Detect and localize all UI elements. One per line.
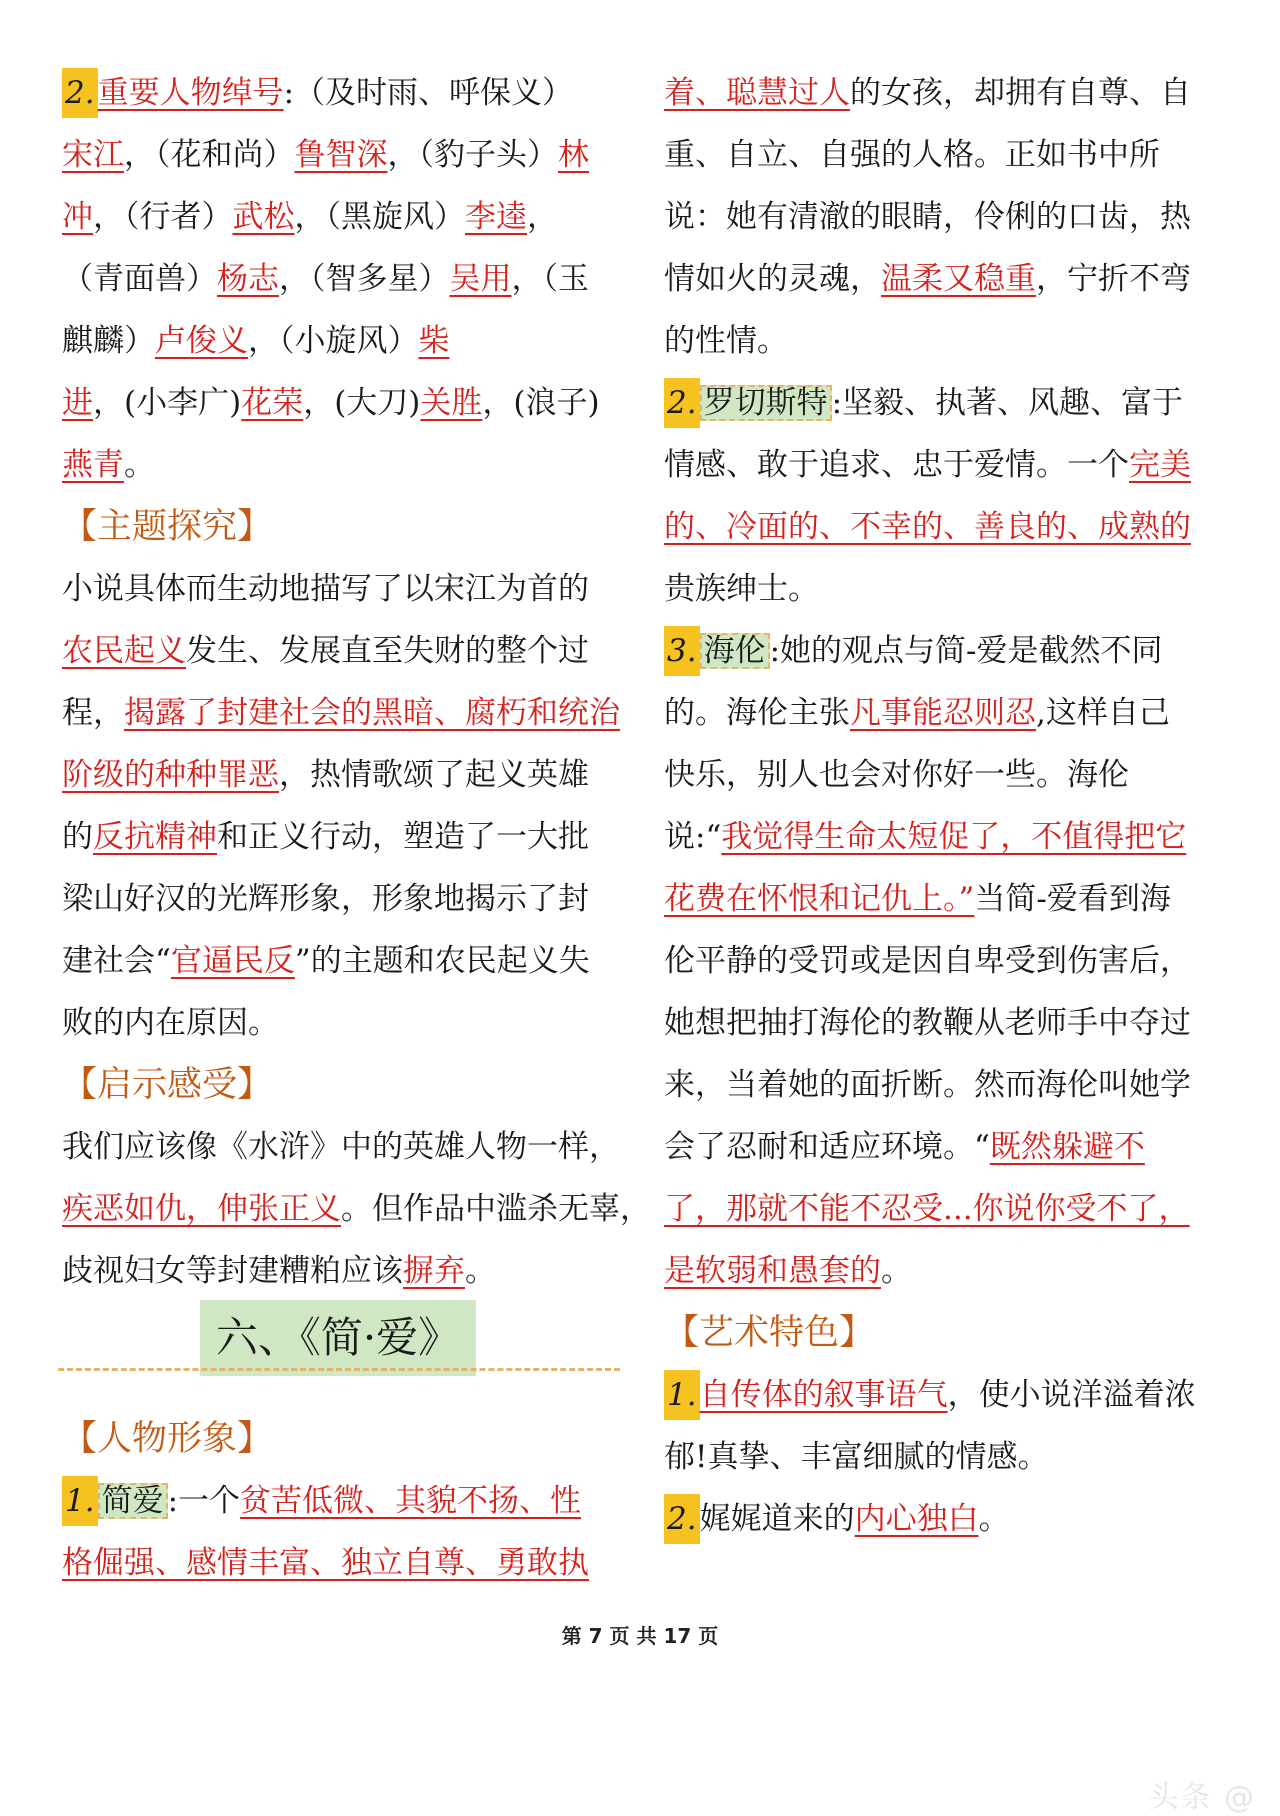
character-line-1: 1. 简爱 :一个贫苦低微、其貌不扬、性 [62, 1470, 581, 1532]
right-line-2: 重、自立、自强的人格。正如书中所 [664, 137, 1160, 173]
art-line-3: 2.娓娓道来的内心独白。 [664, 1488, 1010, 1550]
theme-line-4: 阶级的种种罪恶，热情歌颂了起义英雄 [62, 757, 589, 793]
right-line-5: 的性情。 [664, 323, 788, 359]
number-tag: 3. [664, 626, 700, 676]
character-line-2: 格倔强、感情丰富、独立自尊、勇敢执 [62, 1545, 589, 1581]
name-highlight: 简爱 [98, 1483, 168, 1519]
art-heading: 【艺术特色】 [664, 1313, 875, 1353]
right-line-10: 3. 海伦 :她的观点与简-爱是截然不同 [664, 620, 1163, 682]
right-line-4: 情如火的灵魂，温柔又稳重，宁折不弯 [664, 261, 1191, 297]
inspiration-line-2: 疾恶如仇，伸张正义。但作品中滥杀无辜， [62, 1191, 651, 1227]
name-highlight: 海伦 [700, 633, 770, 669]
character-heading: 【人物形象】 [62, 1419, 273, 1459]
section-divider [58, 1368, 620, 1371]
right-line-19: 了，那就不能不忍受...你说你受不了， [664, 1191, 1190, 1227]
right-line-8: 的、冷面的、不幸的、善良的、成熟的 [664, 509, 1191, 545]
art-line-1: 1.自传体的叙事语气，使小说洋溢着浓 [664, 1364, 1196, 1426]
inspiration-line-1: 我们应该像《水浒》中的英雄人物一样， [62, 1129, 620, 1165]
number-tag: 1. [62, 1476, 98, 1526]
left-line-7: 燕青。 [62, 447, 155, 483]
theme-line-2: 农民起义发生、发展直至失财的整个过 [62, 633, 589, 669]
section-title: 六、《简·爱》 [200, 1300, 476, 1376]
left-line-4: （青面兽）杨志，（智多星）吴用，（玉 [62, 261, 589, 297]
number-tag: 2. [664, 1494, 700, 1544]
inspiration-heading: 【启示感受】 [62, 1065, 273, 1105]
right-line-13: 说:“我觉得生命太短促了，不值得把它 [664, 819, 1187, 855]
right-line-16: 她想把抽打海伦的教鞭从老师手中夺过 [664, 1005, 1191, 1041]
watermark: 头条 @ [1148, 1780, 1256, 1815]
right-line-17: 来，当着她的面折断。然而海伦叫她学 [664, 1067, 1191, 1103]
art-line-2: 郁!真挚、丰富细腻的情感。 [664, 1439, 1049, 1475]
left-line-3: 冲，（行者）武松，（黑旋风）李逵， [62, 199, 558, 235]
right-line-15: 伦平静的受罚或是因自卑受到伤害后， [664, 943, 1191, 979]
right-line-12: 快乐，别人也会对你好一些。海伦 [664, 757, 1129, 793]
theme-line-5: 的反抗精神和正义行动，塑造了一大批 [62, 819, 589, 855]
right-line-20: 是软弱和愚套的。 [664, 1253, 912, 1289]
right-line-1: 着、聪慧过人的女孩，却拥有自尊、自 [664, 75, 1191, 111]
right-line-18: 会了忍耐和适应环境。“既然躲避不 [664, 1129, 1145, 1165]
inspiration-line-3: 歧视妇女等封建糟粕应该摒弃。 [62, 1253, 496, 1289]
left-line-6: 进，(小李广)花荣，(大刀)关胜，(浪子) [62, 385, 600, 421]
theme-heading: 【主题探究】 [62, 507, 273, 547]
theme-line-6: 梁山好汉的光辉形象，形象地揭示了封 [62, 881, 589, 917]
right-line-14: 花费在怀恨和记仇上。”当简-爱看到海 [664, 881, 1171, 917]
name-highlight: 罗切斯特 [700, 385, 832, 421]
right-line-11: 的。海伦主张凡事能忍则忍,这样自己 [664, 695, 1170, 731]
number-tag: 1. [664, 1370, 700, 1420]
theme-line-7: 建社会“官逼民反”的主题和农民起义失 [62, 943, 590, 979]
right-line-3: 说：她有清澈的眼睛，伶俐的口齿，热 [664, 199, 1191, 235]
number-tag: 2. [62, 68, 98, 118]
theme-line-1: 小说具体而生动地描写了以宋江为首的 [62, 571, 589, 607]
right-line-9: 贵族绅士。 [664, 571, 819, 607]
right-line-6: 2. 罗切斯特 :坚毅、执著、风趣、富于 [664, 372, 1183, 434]
theme-line-3: 程，揭露了封建社会的黑暗、腐朽和统治 [62, 695, 620, 731]
left-line-1: 2.重要人物绰号:（及时雨、呼保义） [62, 62, 573, 124]
theme-line-8: 败的内在原因。 [62, 1005, 279, 1041]
left-line-5: 麒麟）卢俊义，（小旋风）柴 [62, 323, 450, 359]
number-tag: 2. [664, 378, 700, 428]
right-line-7: 情感、敢于追求、忠于爱情。一个完美 [664, 447, 1191, 483]
page-number: 第 7 页 共 17 页 [561, 1624, 719, 1648]
left-line-2: 宋江，（花和尚）鲁智深，（豹子头）林 [62, 137, 589, 173]
